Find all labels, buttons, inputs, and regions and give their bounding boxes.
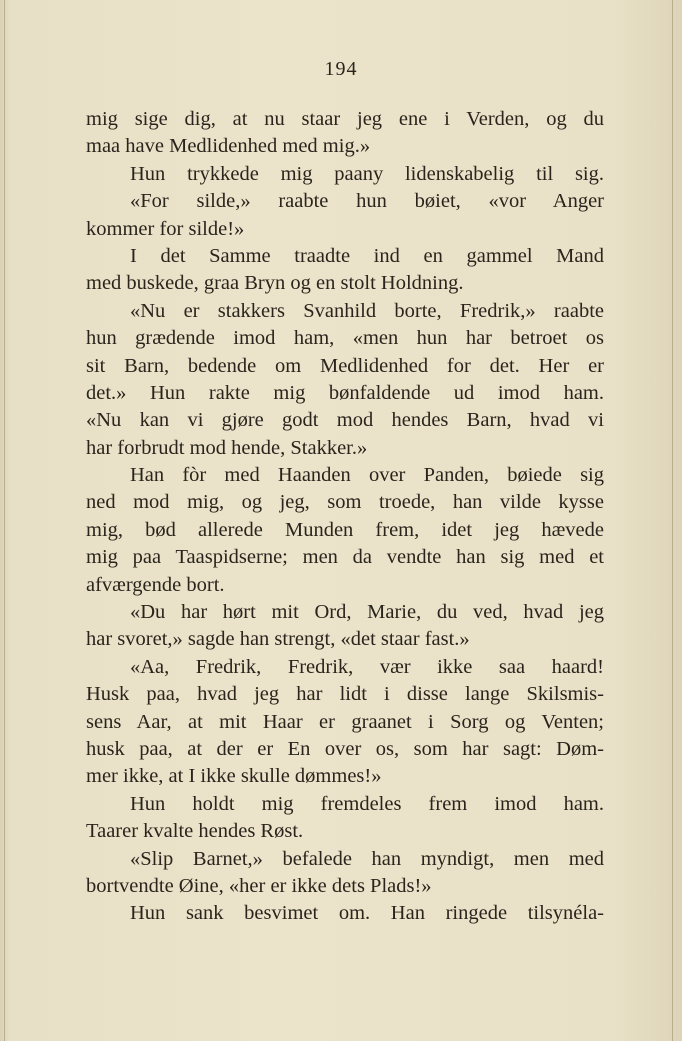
text-line: ned mod mig, og jeg, som troede, han vilde kysse bbox=[86, 491, 604, 514]
text-line: Husk paa, hvad jeg har lidt i disse lange Skilsmis- bbox=[86, 683, 604, 706]
text-line: mig, bød allerede Munden frem, idet jeg hævede bbox=[86, 518, 604, 541]
text-line: «Slip Barnet,» befalede han myndigt, men med bbox=[130, 847, 604, 870]
page-edge-right bbox=[672, 0, 673, 1041]
text-line: husk paa, at der er En over os, som har sagt: Døm- bbox=[86, 737, 604, 760]
text-line: har forbrudt mod hende, Stakker.» bbox=[86, 436, 368, 459]
text-line: det.» Hun rakte mig bønfaldende ud imod ham. bbox=[86, 381, 604, 404]
text-line: «Du har hørt mit Ord, Marie, du ved, hvad jeg bbox=[130, 601, 604, 624]
text-line: har svoret,» sagde han strengt, «det staar fast.» bbox=[86, 628, 470, 651]
text-line: sit Barn, bedende om Medlidenhed for det. Her er bbox=[86, 354, 604, 377]
text-line: Han fòr med Haanden over Panden, bøiede sig bbox=[130, 464, 604, 487]
page-number: 194 bbox=[324, 58, 358, 80]
text-line: «Nu er stakkers Svanhild borte, Fredrik,» raabte bbox=[130, 299, 604, 322]
text-line: I det Samme traadte ind en gammel Mand bbox=[130, 244, 604, 267]
text-line: mer ikke, at I ikke skulle dømmes!» bbox=[86, 765, 382, 788]
text-line: Hun sank besvimet om. Han ringede tilsynéla- bbox=[130, 902, 604, 925]
text-line: mig paa Taaspidserne; men da vendte han sig med et bbox=[86, 546, 604, 569]
text-line: mig sige dig, at nu staar jeg ene i Verden, og du bbox=[86, 108, 604, 130]
text-line: med buskede, graa Bryn og en stolt Holdning. bbox=[86, 272, 464, 295]
text-line: «Nu kan vi gjøre godt mod hendes Barn, hvad vi bbox=[86, 409, 604, 432]
text-line: Taarer kvalte hendes Røst. bbox=[86, 820, 304, 843]
text-line: sens Aar, at mit Haar er graanet i Sorg og Venten; bbox=[86, 710, 604, 733]
page-edge-left bbox=[4, 0, 5, 1041]
text-line: «For silde,» raabte hun bøiet, «vor Anger bbox=[130, 190, 604, 213]
text-line: bortvendte Øine, «her er ikke dets Plads!» bbox=[86, 874, 432, 897]
body-text bbox=[86, 106, 604, 928]
text-line: «Aa, Fredrik, Fredrik, vær ikke saa haard! bbox=[130, 655, 604, 678]
text-line: Hun trykkede mig paany lidenskabelig til sig. bbox=[130, 162, 604, 185]
text-line: kommer for silde!» bbox=[86, 217, 245, 240]
text-line: Hun holdt mig fremdeles frem imod ham. bbox=[130, 792, 604, 815]
text-line: afværgende bort. bbox=[86, 573, 225, 596]
text-line: hun grædende imod ham, «men hun har betroet os bbox=[86, 327, 604, 350]
text-line: maa have Medlidenhed med mig.» bbox=[86, 135, 371, 158]
